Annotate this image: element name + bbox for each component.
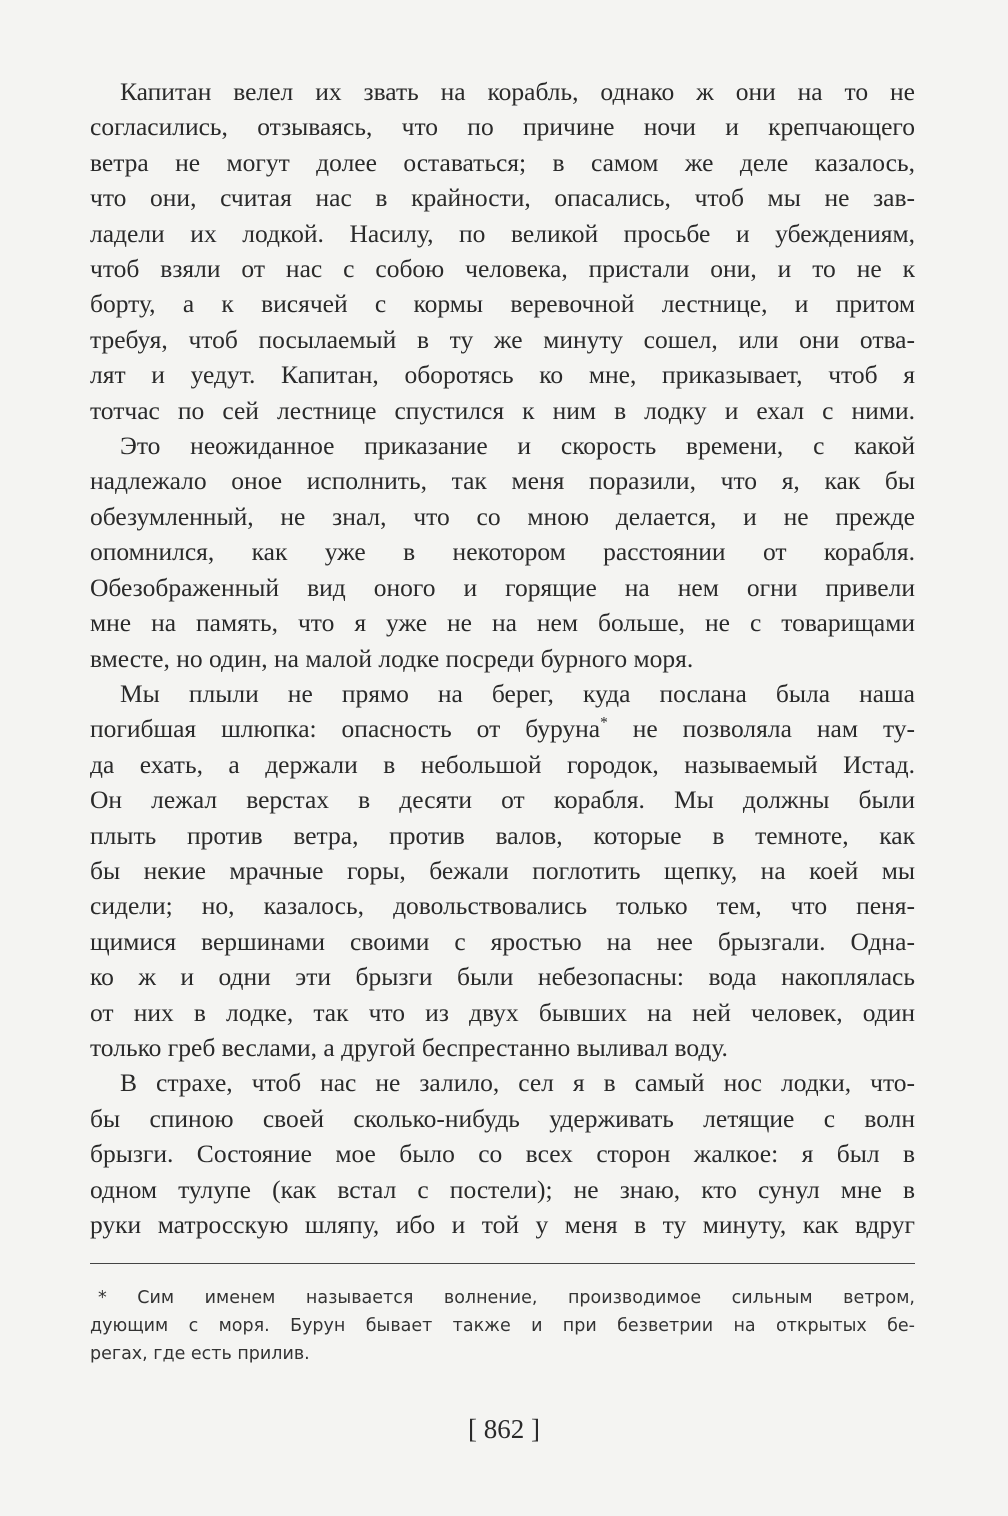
paragraph xyxy=(90,1065,915,1242)
text-line: Капитан велел их звать на корабль, однако ж они на то не xyxy=(120,77,915,106)
text-line: ко ж и одни эти брызги были небезопасны: вода накоплялась xyxy=(90,962,915,992)
text-line: Это неожиданное приказание и скорость времени, с какой xyxy=(120,431,915,461)
text-line: руки матросскую шляпу, ибо и той у меня в ту минуту, как вдруг xyxy=(90,1210,915,1239)
text-line: согласились, отзываясь, что по причине ночи и крепчающего xyxy=(90,112,915,142)
paragraph xyxy=(90,676,915,1065)
paragraph xyxy=(90,428,915,676)
footnote xyxy=(90,1284,915,1368)
text-line: борту, а к висячей с кормы веревочной лестнице, и притом xyxy=(90,289,915,319)
footnote-text: Сим именем называется волнение, производимое сильным ветром, xyxy=(137,1288,915,1308)
page-number: [ 862 ] xyxy=(468,1414,540,1444)
footnote-line: регах, где есть прилив. xyxy=(90,1344,310,1364)
footnote-line xyxy=(90,1284,915,1312)
text-line: чтоб взяли от нас с собою человека, пристали они, и то не к xyxy=(90,254,915,284)
footnote-divider xyxy=(90,1263,915,1264)
paragraph xyxy=(90,74,915,428)
text-line: надлежало оное исполнить, так меня поразили, что я, как бы xyxy=(90,466,915,496)
text-line: Он лежал верстах в десяти от корабля. Мы должны были xyxy=(90,785,915,815)
text-line: щимися вершинами своими с яростью на нее брызгали. Одна- xyxy=(90,926,915,956)
text-line: Обезображенный вид оного и горящие на нем огни привели xyxy=(90,572,915,602)
text-line: что они, считая нас в крайности, опасались, чтоб мы не зав- xyxy=(90,183,915,213)
text-line: от них в лодке, так что из двух бывших на ней человек, один xyxy=(90,997,915,1027)
main-text xyxy=(90,74,915,1242)
text-line: бы спиною своей сколько-нибудь удерживать летящие с волн xyxy=(90,1103,915,1133)
text-line: брызги. Состояние мое было со всех сторон жалкое: я был в xyxy=(90,1139,915,1169)
text-line: плыть против ветра, против валов, которые в темноте, как xyxy=(90,820,915,850)
footnote-mark: * xyxy=(98,1288,107,1308)
text-line: вместе, но один, на малой лодке посреди бурного моря. xyxy=(90,643,694,673)
text-line: Мы плыли не прямо на берег, куда послана была наша xyxy=(120,678,915,708)
text-line: тотчас по сей лестнице спустился к ним в лодку и ехал с ними. xyxy=(90,395,915,425)
text-line: бы некие мрачные горы, бежали поглотить щепку, на коей мы xyxy=(90,855,915,885)
text-line: ветра не могут долее оставаться; в самом же деле казалось, xyxy=(90,147,915,177)
text-line: лят и уедут. Капитан, оборотясь ко мне, приказывает, чтоб я xyxy=(90,360,915,390)
text-line: требуя, чтоб посылаемый в ту же минуту сошел, или они отва- xyxy=(90,324,915,354)
text-line: ладели их лодкой. Насилу, по великой просьбе и убеждениям, xyxy=(90,218,915,248)
footnote-line: дующим с моря. Бурун бывает также и при безветрии на открытых бе- xyxy=(90,1316,915,1336)
text-line: опомнился, как уже в некотором расстоянии от корабля. xyxy=(90,537,915,567)
text-line: В страхе, чтоб нас не залило, сел я в самый нос лодки, что- xyxy=(120,1068,915,1098)
text-line: только греб веслами, а другой беспрестанно выливал воду. xyxy=(90,1032,728,1062)
text-line: да ехать, а держали в небольшой городок, называемый Истад. xyxy=(90,749,915,779)
text-line: одном тулупе (как встал с постели); не знаю, кто сунул мне в xyxy=(90,1174,915,1204)
text-line: мне на память, что я уже не на нем больше, не с товарищами xyxy=(90,608,915,638)
text-line: обезумленный, не знал, что со мною делается, и не прежде xyxy=(90,501,915,531)
text-line: погибшая шлюпка: опасность от буруна* не позволяла нам ту- xyxy=(90,714,915,744)
text-line: сидели; но, казалось, довольствовались только тем, что пеня- xyxy=(90,891,915,921)
footnote-reference: * xyxy=(600,714,608,732)
